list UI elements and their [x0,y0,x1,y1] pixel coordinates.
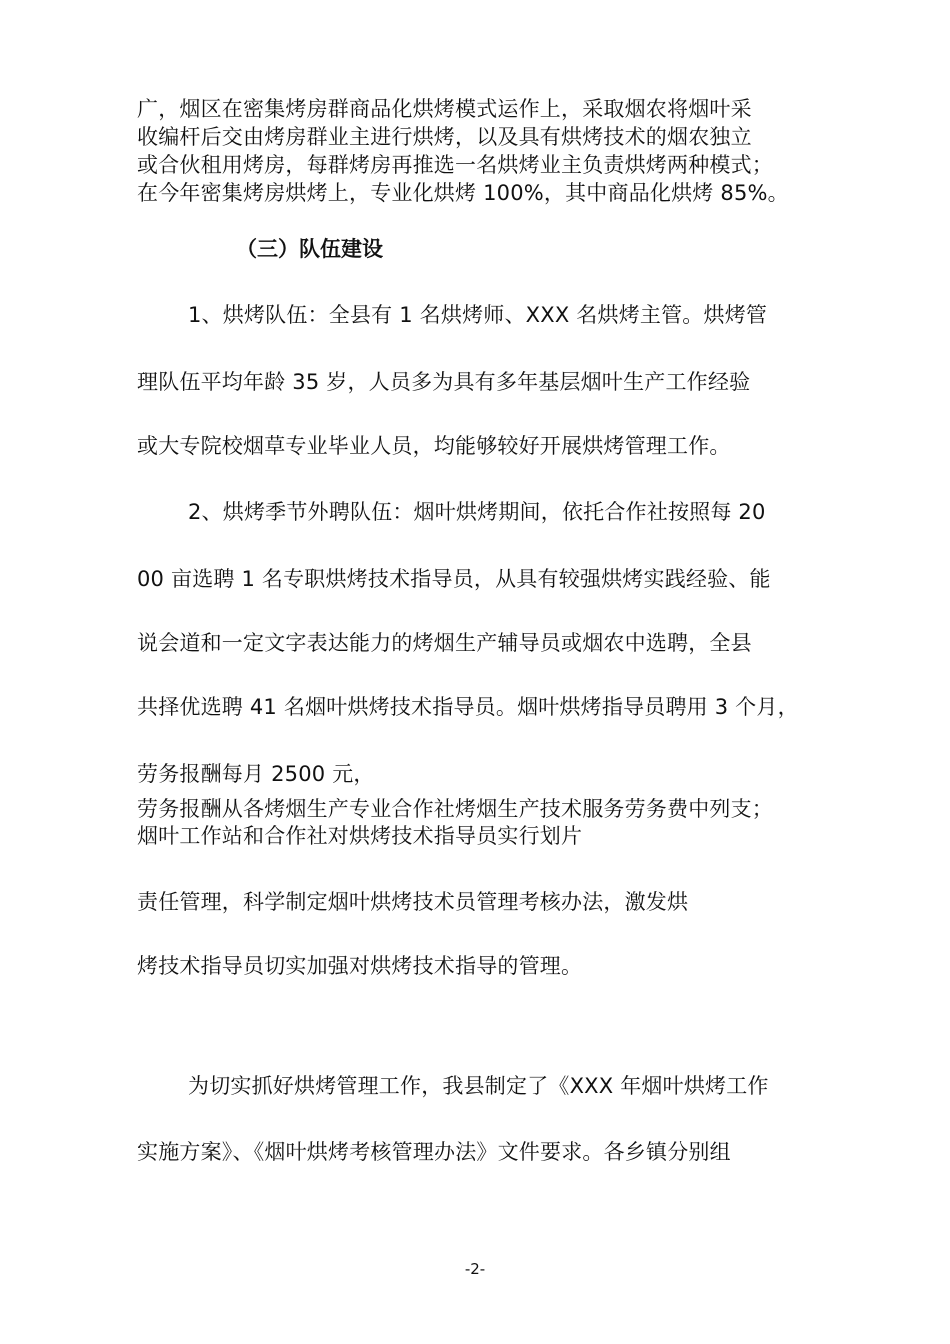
last-paragraph-line-2: 实施方案》、《烟叶烘烤考核管理办法》文件要求。各乡镇分别组 [137,1140,731,1164]
item2-line-1: 2、烘烤季节外聘队伍：烟叶烘烤期间，依托合作社按照每 20 [188,500,766,524]
last-paragraph-line-1: 为切实抓好烘烤管理工作，我县制定了《XXX 年烟叶烘烤工作 [188,1074,769,1098]
section-heading: （三）队伍建设 [236,237,383,261]
paragraph1-line-2: 收编杆后交由烤房群业主进行烘烤，以及具有烘烤技术的烟农独立 [137,125,752,149]
item1-line-2: 理队伍平均年龄 35 岁，人员多为具有多年基层烟叶生产工作经验 [137,370,751,394]
page-number: -2- [464,1260,486,1278]
item2-line-5: 劳务报酬每月 2500 元， [137,762,375,786]
item2-line-3: 说会道和一定文字表达能力的烤烟生产辅导员或烟农中选聘，全县 [137,631,752,655]
item2-line-9: 烤技术指导员切实加强对烘烤技术指导的管理。 [137,954,583,978]
item2-line-2: 00 亩选聘 1 名专职烘烤技术指导员，从具有较强烘烤实践经验、能 [137,567,771,591]
item2-line-4: 共择优选聘 41 名烟叶烘烤技术指导员。烟叶烘烤指导员聘用 3 个月， [137,695,799,719]
item2-line-6: 劳务报酬从各烤烟生产专业合作社烤烟生产技术服务劳务费中列支； [137,797,773,821]
item2-line-8: 责任管理，科学制定烟叶烘烤技术员管理考核办法，激发烘 [137,890,689,914]
item1-line-1: 1、烘烤队伍：全县有 1 名烘烤师、XXX 名烘烤主管。烘烤管 [188,303,768,327]
item2-line-7: 烟叶工作站和合作社对烘烤技术指导员实行划片 [137,824,583,848]
paragraph1-line-3: 或合伙租用烤房，每群烤房再推选一名烘烤业主负责烘烤两种模式； [137,153,773,177]
paragraph1-line-1: 广，烟区在密集烤房群商品化烘烤模式运作上，采取烟农将烟叶采 [137,97,752,121]
paragraph1-line-4: 在今年密集烤房烘烤上，专业化烘烤 100%，其中商品化烘烤 85%。 [137,181,789,205]
item1-line-3: 或大专院校烟草专业毕业人员，均能够较好开展烘烤管理工作。 [137,434,731,458]
